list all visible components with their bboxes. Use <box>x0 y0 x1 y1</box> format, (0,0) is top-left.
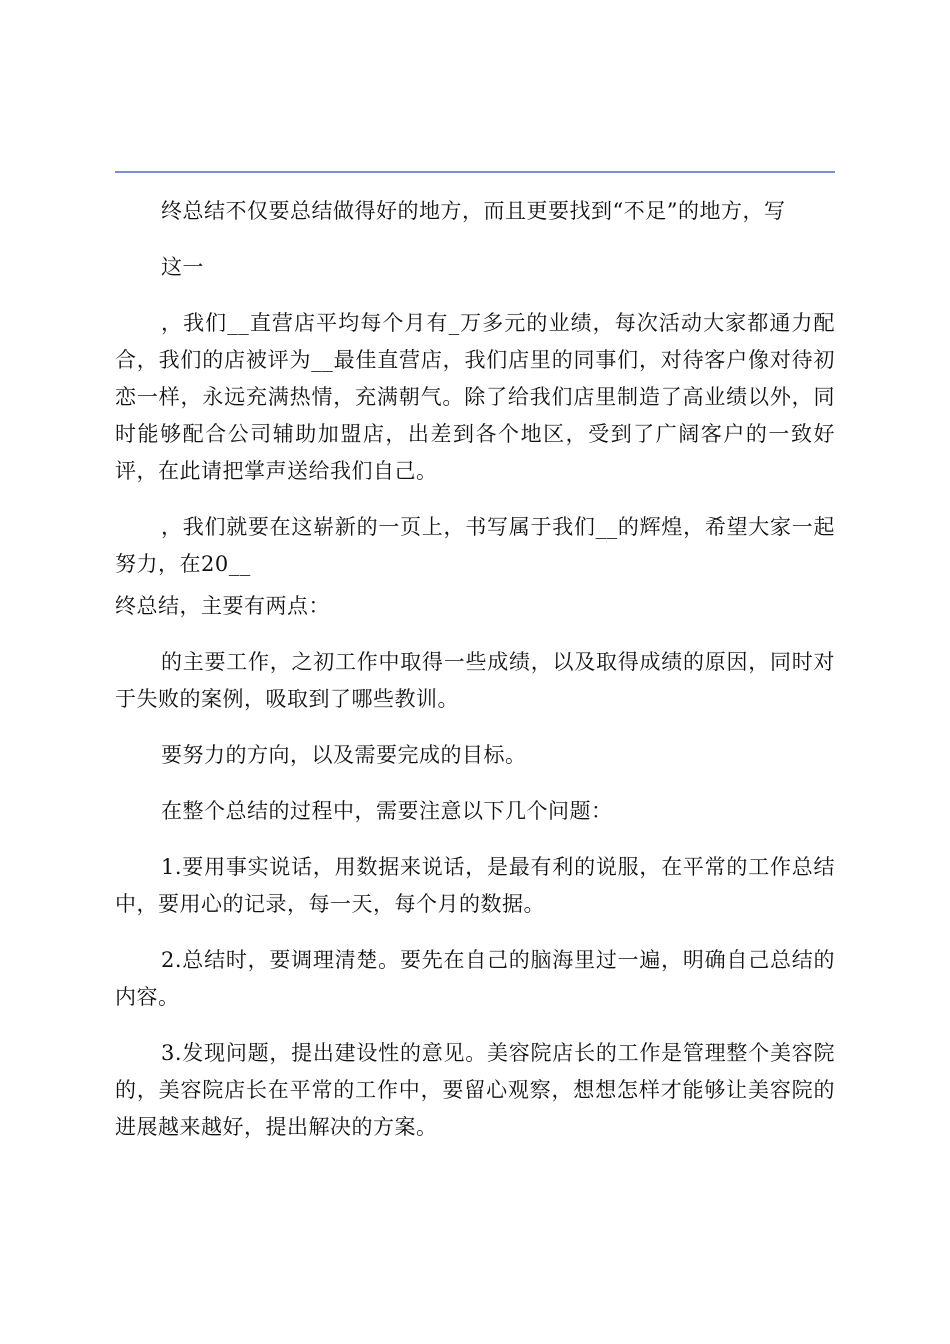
paragraph-1: 终总结不仅要总结做得好的地方，而且更要找到“不足”的地方，写 <box>161 199 786 223</box>
paragraph-3: ，我们__直营店平均每个月有_万多元的业绩，每次活动大家都通力配合，我们的店被评为__最佳直营店，我们店里的同事们，对待客户像对待初恋一样，永远充满热情，充满朝气。除了给我们店里制造了高业绩以外，同时能够配合公司辅助加盟店，出差到各个地区，受到了广阔客户的一致好评，在此请把掌声送给我们自己。 <box>115 311 835 483</box>
paragraph-6: 的主要工作，之初工作中取得一些成绩，以及取得成绩的原因，同时对于失败的案例，吸取到了哪些教训。 <box>115 650 835 711</box>
document-body <box>115 193 835 1165</box>
paragraph-8: 在整个总结的过程中，需要注意以下几个问题： <box>161 799 613 823</box>
paragraph-2: 这一 <box>161 255 204 279</box>
paragraph-5: 终总结，主要有两点： <box>115 594 330 618</box>
paragraph-9: 1.要用事实说话，用数据来说话，是最有利的说服，在平常的工作总结中，要用心的记录，每一天，每个月的数据。 <box>115 855 835 916</box>
paragraph-11: 3.发现问题，提出建设性的意见。美容院店长的工作是管理整个美容院的，美容院店长在平常的工作中，要留心观察，想想怎样才能够让美容院的进展越来越好，提出解决的方案。 <box>115 1041 835 1139</box>
paragraph-4: ，我们就要在这崭新的一页上，书写属于我们__的辉煌，希望大家一起努力，在20__ <box>115 515 835 576</box>
header-divider <box>115 171 835 173</box>
paragraph-10: 2.总结时，要调理清楚。要先在自己的脑海里过一遍，明确自己总结的内容。 <box>115 948 835 1009</box>
paragraph-7: 要努力的方向，以及需要完成的目标。 <box>161 743 527 767</box>
